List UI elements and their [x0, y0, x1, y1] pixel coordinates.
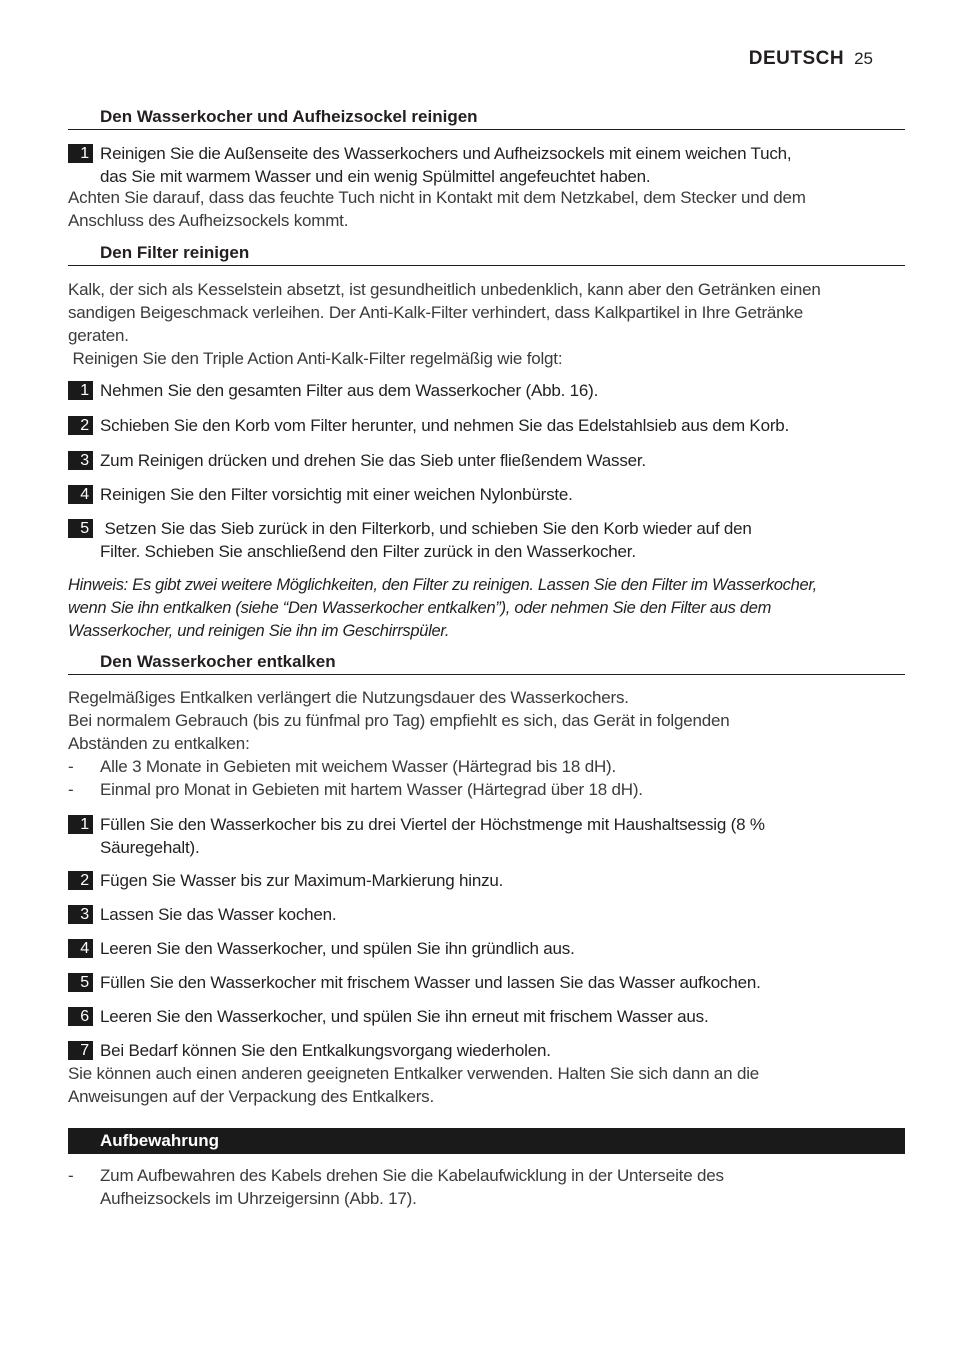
dash-marker: -: [68, 1166, 74, 1185]
dash-text: Alle 3 Monate in Gebieten mit weichem Wasser (Härtegrad bis 18 dH).: [100, 757, 617, 776]
step-number-badge: 2: [68, 416, 93, 435]
clean-filter-step-1: [68, 379, 905, 402]
step-number-badge: 1: [68, 144, 93, 163]
page-number: 25: [854, 49, 873, 68]
step-text: Fügen Sie Wasser bis zur Maximum-Markierung hinzu.: [100, 871, 504, 890]
paragraph-line: Achten Sie darauf, dass das feuchte Tuch nicht in Kontakt mit dem Netzkabel, dem Stecker und dem: [68, 188, 806, 207]
note-line: Hinweis: Es gibt zwei weitere Möglichkeiten, den Filter zu reinigen. Lassen Sie den Filter im Wasserkocher,: [68, 576, 817, 594]
note-line: Wasserkocher, und reinigen Sie ihn im Geschirrspüler.: [68, 622, 450, 640]
step-text: Leeren Sie den Wasserkocher, und spülen Sie ihn gründlich aus.: [100, 939, 575, 958]
section-heading-descale: Den Wasserkocher entkalken: [68, 651, 905, 675]
dash-text: Aufheizsockels im Uhrzeigersinn (Abb. 17).: [100, 1189, 417, 1208]
paragraph-line: Sie können auch einen anderen geeigneten Entkalker verwenden. Halten Sie sich dann an die: [68, 1064, 760, 1083]
dash-text: Einmal pro Monat in Gebieten mit hartem Wasser (Härtegrad über 18 dH).: [100, 780, 643, 799]
step-number-badge: 4: [68, 939, 93, 958]
section-heading-clean-kettle: Den Wasserkocher und Aufheizsockel reinigen: [68, 106, 905, 130]
clean-filter-step-2: [68, 414, 905, 437]
descale-step-4: [68, 937, 905, 960]
step-number-badge: 4: [68, 485, 93, 504]
paragraph-line: geraten.: [68, 326, 129, 345]
descale-dash-item-1: [68, 755, 905, 778]
step-number-badge: 6: [68, 1007, 93, 1026]
descale-intro: [68, 686, 873, 755]
descale-step-2: [68, 869, 905, 892]
filter-note: [68, 574, 873, 643]
step-text: Filter. Schieben Sie anschließend den Filter zurück in den Wasserkocher.: [100, 542, 636, 561]
dash-text: Zum Aufbewahren des Kabels drehen Sie die Kabelaufwicklung in der Unterseite des: [100, 1166, 724, 1185]
descale-dash-item-2: [68, 778, 905, 801]
section-heading-storage: Aufbewahrung: [68, 1128, 905, 1154]
dash-marker: -: [68, 757, 74, 776]
descale-step-6: [68, 1005, 905, 1028]
step-text: Füllen Sie den Wasserkocher mit frischem Wasser und lassen Sie das Wasser aufkochen.: [100, 973, 761, 992]
paragraph-line: Anschluss des Aufheizsockels kommt.: [68, 211, 349, 230]
step-text: Reinigen Sie die Außenseite des Wasserkochers und Aufheizsockels mit einem weichen Tuch,: [100, 144, 792, 163]
paragraph-line: Kalk, der sich als Kesselstein absetzt, ist gesundheitlich unbedenklich, kann aber den Getränken einen: [68, 280, 821, 299]
clean-kettle-paragraph: [68, 186, 873, 232]
step-number-badge: 1: [68, 381, 93, 400]
paragraph-line: Reinigen Sie den Triple Action Anti-Kalk-Filter regelmäßig wie folgt:: [68, 349, 563, 368]
paragraph-line: sandigen Beigeschmack verleihen. Der Anti-Kalk-Filter verhindert, dass Kalkpartikel in Ihre Getränke: [68, 303, 803, 322]
step-text: Nehmen Sie den gesamten Filter aus dem Wasserkocher (Abb. 16).: [100, 381, 599, 400]
step-text: Füllen Sie den Wasserkocher bis zu drei Viertel der Höchstmenge mit Haushaltsessig (8 %: [100, 815, 765, 834]
descale-step-7: [68, 1039, 905, 1062]
step-number-badge: 1: [68, 815, 93, 834]
clean-filter-step-3: [68, 449, 905, 472]
descale-outro: [68, 1062, 873, 1108]
step-text: Setzen Sie das Sieb zurück in den Filterkorb, und schieben Sie den Korb wieder auf den: [100, 519, 752, 538]
language-label: DEUTSCH: [748, 48, 845, 69]
storage-dash-item: [68, 1164, 905, 1210]
clean-filter-intro: [68, 278, 873, 370]
step-number-badge: 3: [68, 451, 93, 470]
section-heading-clean-filter: Den Filter reinigen: [68, 242, 905, 266]
step-text: Reinigen Sie den Filter vorsichtig mit einer weichen Nylonbürste.: [100, 485, 573, 504]
step-text: Leeren Sie den Wasserkocher, und spülen Sie ihn erneut mit frischem Wasser aus.: [100, 1007, 709, 1026]
descale-step-5: [68, 971, 905, 994]
paragraph-line: Regelmäßiges Entkalken verlängert die Nutzungsdauer des Wasserkochers.: [68, 688, 629, 707]
step-number-badge: 2: [68, 871, 93, 890]
dash-marker: -: [68, 780, 74, 799]
paragraph-line: Bei normalem Gebrauch (bis zu fünfmal pro Tag) empfiehlt es sich, das Gerät in folgenden: [68, 711, 730, 730]
step-text: Säuregehalt).: [100, 838, 200, 857]
step-text: Schieben Sie den Korb vom Filter herunter, und nehmen Sie das Edelstahlsieb aus dem Korb.: [100, 416, 790, 435]
descale-step-3: [68, 903, 905, 926]
step-number-badge: 5: [68, 973, 93, 992]
clean-kettle-step-1: [68, 142, 905, 188]
step-text: das Sie mit warmem Wasser und ein wenig Spülmittel angefeuchtet haben.: [100, 167, 651, 186]
paragraph-line: Anweisungen auf der Verpackung des Entkalkers.: [68, 1087, 434, 1106]
step-text: Zum Reinigen drücken und drehen Sie das Sieb unter fließendem Wasser.: [100, 451, 646, 470]
step-text: Lassen Sie das Wasser kochen.: [100, 905, 337, 924]
step-number-badge: 5: [68, 519, 93, 538]
descale-step-1: [68, 813, 905, 859]
clean-filter-step-4: [68, 483, 905, 506]
note-line: wenn Sie ihn entkalken (siehe “Den Wasserkocher entkalken”), oder nehmen Sie den Filter aus dem: [68, 599, 772, 617]
step-number-badge: 7: [68, 1041, 93, 1060]
step-text: Bei Bedarf können Sie den Entkalkungsvorgang wiederholen.: [100, 1041, 551, 1060]
clean-filter-step-5: [68, 517, 905, 563]
step-number-badge: 3: [68, 905, 93, 924]
running-header: [749, 48, 873, 70]
paragraph-line: Abständen zu entkalken:: [68, 734, 250, 753]
